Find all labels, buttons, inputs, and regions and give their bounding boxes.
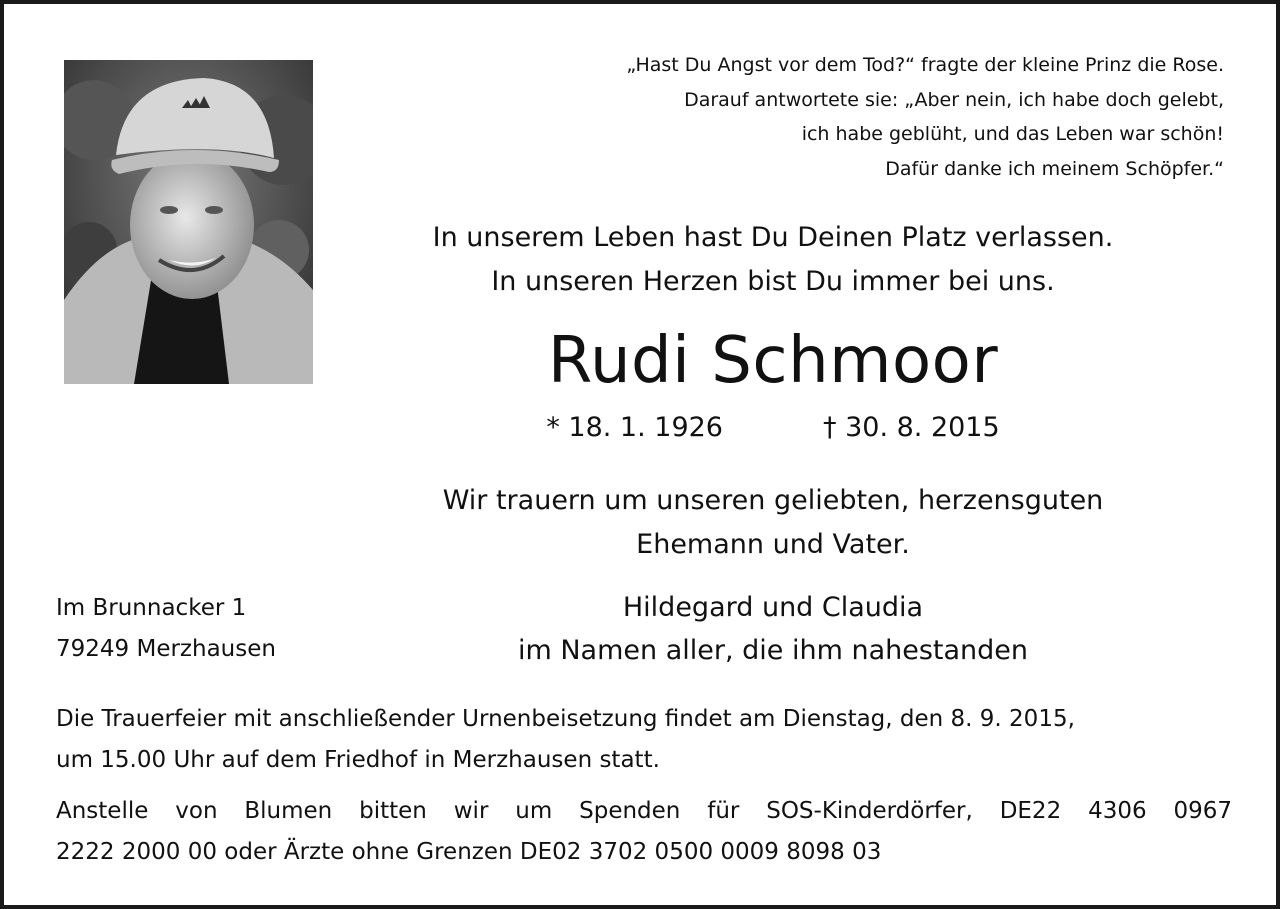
death-date: † 30. 8. 2015 [823,412,1000,443]
deceased-name: Rudi Schmoor [547,324,999,398]
mourning-line: Wir trauern um unseren geliebten, herzensguten [442,485,1104,516]
portrait-image [64,60,313,384]
mourning-line: Ehemann und Vater. [636,529,910,560]
address-city: 79249 Merzhausen [56,636,276,662]
birth-date: * 18. 1. 1926 [546,412,723,443]
life-dates [334,406,1212,450]
quote-line: Dafür danke ich meinem Schöpfer.“ [885,157,1224,180]
mourning-text [334,479,1212,567]
address-street: Im Brunnacker 1 [56,595,247,621]
motto-line: In unseren Herzen bist Du immer bei uns. [491,266,1055,297]
family-line: im Namen aller, die ihm nahestanden [517,635,1029,666]
donation-info [56,791,1232,873]
address-block [56,588,276,670]
quote-block [404,48,1224,186]
quote-line: Darauf antwortete sie: „Aber nein, ich habe doch gelebt, [684,88,1224,111]
motto-block [334,216,1212,304]
family-signature [334,586,1212,672]
motto-line: In unserem Leben hast Du Deinen Platz verlassen. [432,222,1114,253]
ceremony-line: um 15.00 Uhr auf dem Friedhof in Merzhausen statt. [56,747,660,773]
donation-line: 2222 2000 00 oder Ärzte ohne Grenzen DE02 3702 0500 0009 8098 03 [56,839,882,865]
portrait-photo [64,60,313,384]
family-line: Hildegard und Claudia [622,592,924,623]
quote-line: ich habe geblüht, und das Leben war schön! [801,123,1224,145]
quote-line: „Hast Du Angst vor dem Tod?“ fragte der kleine Prinz die Rose. [626,54,1224,76]
ceremony-info [56,699,1232,781]
ceremony-line: Die Trauerfeier mit anschließender Urnenbeisetzung findet am Dienstag, den 8. 9. 2015, [56,706,1075,732]
donation-line: Anstelle von Blumen bitten wir um Spenden für SOS-Kinderdörfer, DE22 4306 0967 [56,798,1232,824]
